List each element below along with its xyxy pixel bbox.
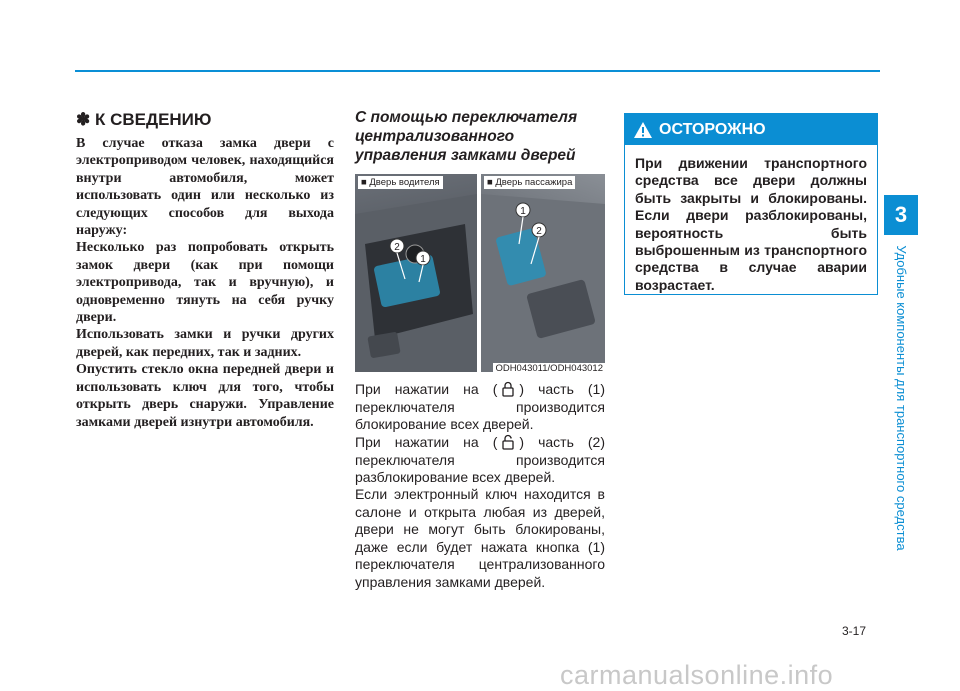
unlock-text-after: ) часть (2) переключателя производится разблокирование всех дверей.	[355, 434, 606, 485]
unlock-text-before: При нажатии на (	[355, 434, 498, 450]
unlock-paragraph	[355, 434, 605, 487]
note-paragraph: В случае отказа замка двери с электроприводом человек, находящийся внутри автомобиля, может использовать один или несколько из следующих способов для выхода наружу:	[76, 136, 334, 239]
page-number: 3-17	[842, 624, 867, 638]
lock-text-before: При нажатии на (	[355, 381, 498, 397]
unlock-icon	[497, 434, 519, 450]
smart-key-paragraph: Если электронный ключ находится в салоне и открыта любая из дверей, двери не могут быть блокированы, даже если будет нажата кнопка (1) переключателя централизованного управления замками дверей.	[355, 486, 605, 590]
passenger-door-illustration	[481, 174, 605, 372]
lock-text-after: ) часть (1) переключателя производится блокирование всех дверей.	[355, 381, 606, 432]
note-paragraph: Несколько раз попробовать открыть замок двери (как при помощи электропривода, так и вручную), и одновременно тянуть на себя ручку двери.	[76, 240, 334, 326]
callout-2: 2	[394, 242, 400, 253]
chapter-tab	[884, 195, 918, 235]
figure-code: ODH043011/ODH043012	[495, 363, 603, 372]
note-column	[76, 110, 334, 431]
warning-text: При движении транспортного средства все двери должны быть закрыты и блокированы. Если двери разблокированы, вероятность быть выброшенным из транспортного средства в случае аварии возрастает.	[635, 155, 867, 293]
section-header	[355, 108, 605, 165]
callout-1-right: 1	[520, 206, 526, 217]
note-paragraph: Использовать замки и ручки других дверей, как передних, так и задних.	[76, 327, 334, 360]
warning-header	[625, 114, 877, 145]
top-rule	[75, 70, 880, 72]
note-paragraph: Опустить стекло окна передней двери и использовать ключ для того, чтобы открыть дверь снаружи. Управление замками дверей изнутри автомобиля.	[76, 362, 334, 430]
driver-door-illustration	[355, 174, 477, 372]
callout-2-right: 2	[536, 226, 542, 237]
chapter-number: 3	[894, 202, 908, 227]
driver-door-photo	[355, 174, 477, 372]
watermark: carmanualsonline.info	[560, 660, 834, 690]
driver-door-label: ■ Дверь водителя	[358, 176, 443, 189]
warning-box	[624, 113, 878, 295]
section-title: С помощью переключателя централизованного управления замками дверей	[355, 109, 578, 164]
callout-1: 1	[420, 254, 426, 265]
warning-title: ОСТОРОЖНО	[659, 120, 766, 138]
passenger-door-photo	[481, 174, 605, 372]
warning-icon	[633, 121, 653, 139]
lock-icon	[497, 381, 519, 397]
switch-figure	[355, 174, 605, 374]
chapter-title: Удобные компоненты для транспортного средства	[894, 245, 909, 551]
note-heading: ✽ К СВЕДЕНИЮ	[76, 110, 212, 129]
lock-paragraph	[355, 381, 605, 434]
passenger-door-label: ■ Дверь пассажира	[484, 176, 575, 189]
